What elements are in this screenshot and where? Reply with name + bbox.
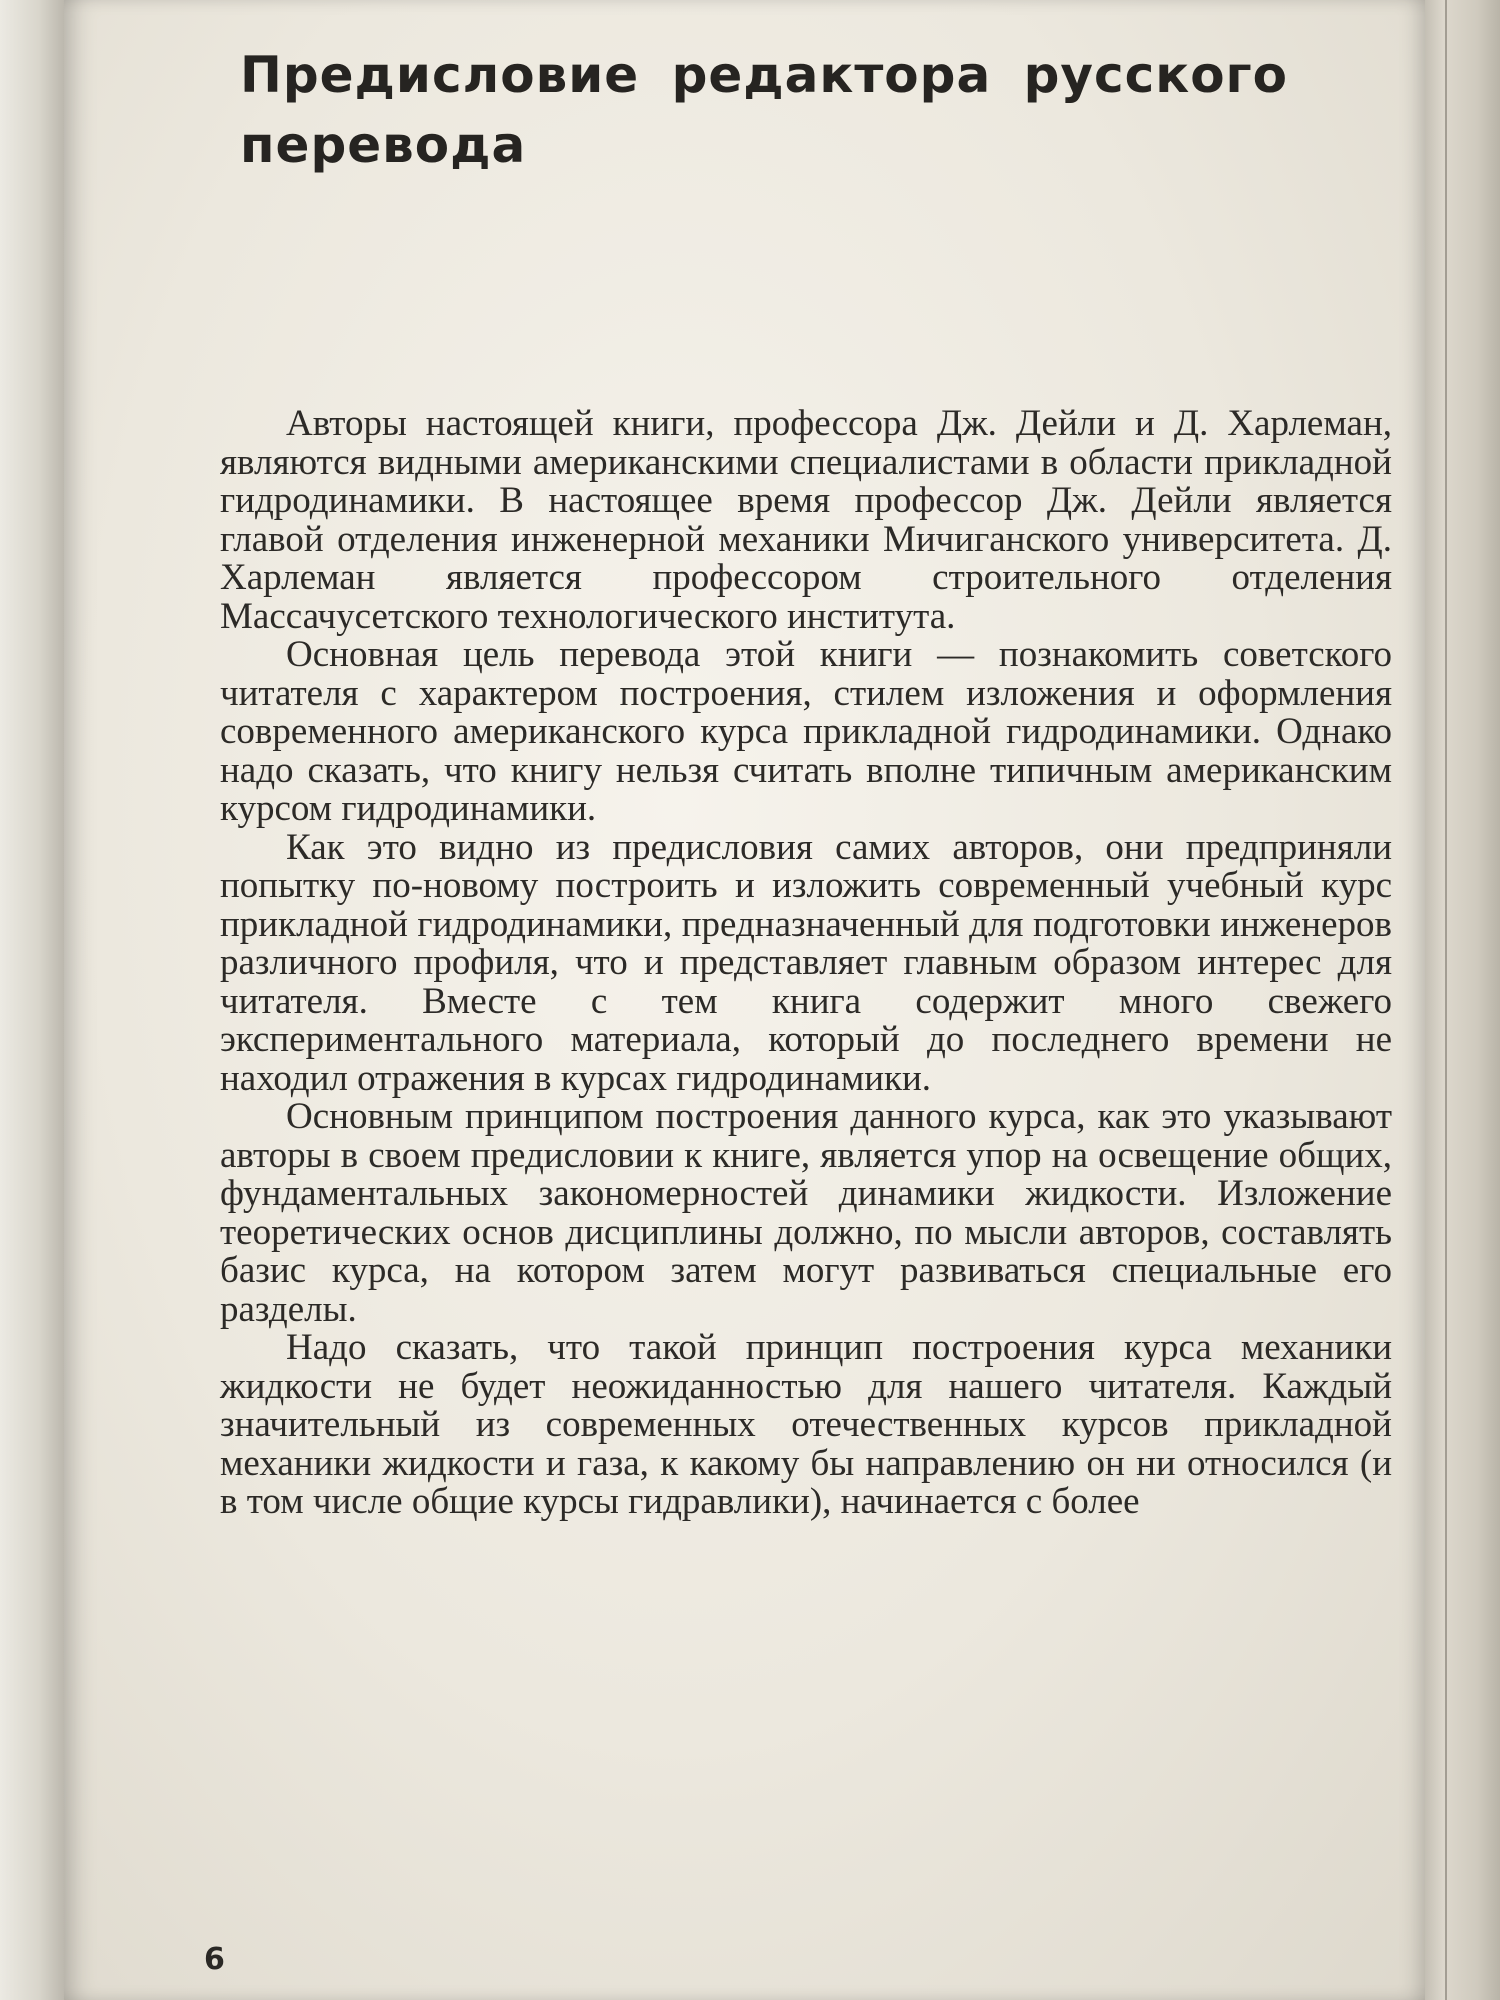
book-page — [64, 0, 1425, 2000]
paragraph-1: Авторы настоящей книги, профессора Дж. Дейли и Д. Харлеман, являются видными американскими специалистами в области прикладной гидродинамики. В настоящее время профессор Дж. Дейли является главой отделения инженерной механики Мичиганского университета. Д. Харлеман является профессором строительного отделения Массачусетского технологического института. — [220, 403, 1392, 637]
paragraph-5: Надо сказать, что такой принцип построения курса механики жидкости не будет неожиданностью для нашего читателя. Каждый значительный из современных отечественных курсов прикладной механики жидкости и газа, к какому бы направлению он ни относился (и в том числе общие курсы гидравлики), начинается с более — [220, 1327, 1392, 1522]
body-text — [220, 405, 1392, 1522]
page-edge-line — [1445, 0, 1447, 2000]
page-title: Предисловие редактора русского перевода — [240, 46, 1289, 174]
adjacent-page-edge-right — [1425, 0, 1500, 2000]
paragraph-2: Основная цель перевода этой книги — познакомить советского читателя с характером построения, стилем изложения и оформления современного американского курса прикладной гидродинамики. Однако надо сказать, что книгу нельзя считать вполне типичным американским курсом гидродинамики. — [220, 634, 1392, 829]
paragraph-4: Основным принципом построения данного курса, как это указывают авторы в своем предисловии к книге, является упор на освещение общих, фундаментальных закономерностей динамики жидкости. Изложение теоретических основ дисциплины должно, по мысли авторов, составлять базис курса, на котором затем могут развиваться специальные его разделы. — [220, 1096, 1392, 1330]
page-number: 6 — [204, 1942, 225, 1977]
paragraph-3: Как это видно из предисловия самих авторов, они предприняли попытку по-новому построить и изложить современный учебный курс прикладной гидродинамики, предназначенный для подготовки инженеров различного профиля, что и представляет главным образом интерес для читателя. Вместе с тем книга содержит много свежего экспериментального материала, который до последнего времени не находил отражения в курсах гидродинамики. — [220, 826, 1392, 1099]
adjacent-page-edge-left — [0, 0, 64, 2000]
